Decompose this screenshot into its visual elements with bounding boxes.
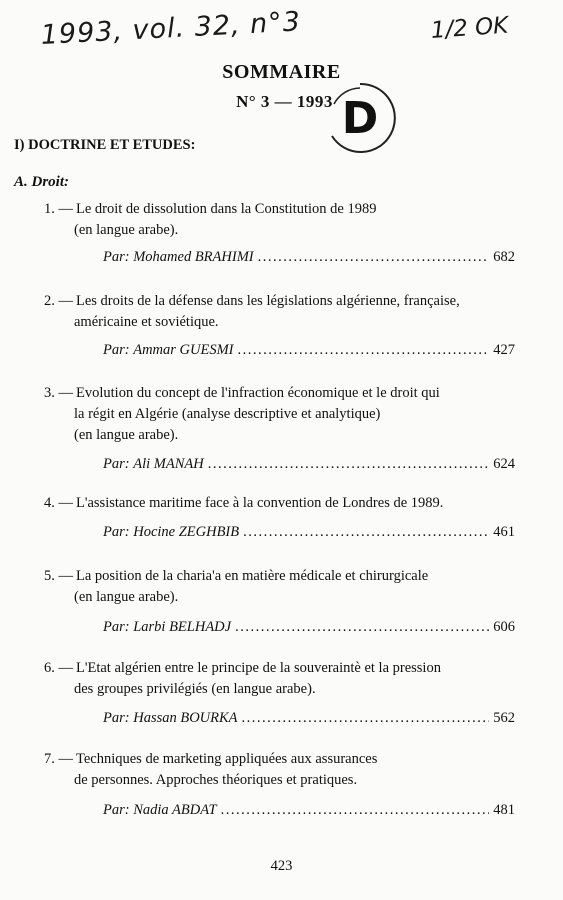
- entry-line: Evolution du concept de l'infraction économique et le droit qui: [76, 385, 440, 401]
- entry-line: L'Etat algérien entre le principe de la souveraintè et la pression: [76, 660, 441, 676]
- entry-number: 4. —: [44, 495, 73, 511]
- stamp-letter: D: [341, 93, 379, 144]
- entry-line: L'assistance maritime face à la convention de Londres de 1989.: [76, 495, 444, 511]
- author-name: Nadia ABDAT: [133, 802, 217, 818]
- page-number: 682: [493, 249, 515, 265]
- author-name: Ammar GUESMI: [133, 342, 234, 358]
- entry-line: Les droits de la défense dans les législations algérienne, française,: [76, 293, 460, 309]
- toc-entry-title: [44, 749, 524, 791]
- toc-entry-author: [103, 524, 515, 541]
- entry-line: (en langue arabe).: [74, 222, 179, 238]
- entry-line: (en langue arabe).: [74, 589, 179, 605]
- author-name: Hassan BOURKA: [133, 710, 238, 726]
- footer-page-number: 423: [270, 858, 293, 874]
- toc-entry-title: [44, 493, 524, 514]
- entry-line: Techniques de marketing appliquées aux assurances: [76, 751, 378, 767]
- toc-entry-title: [44, 291, 524, 333]
- toc-entry-title: [44, 383, 524, 446]
- entry-line: Le droit de dissolution dans la Constitution de 1989: [76, 201, 377, 217]
- toc-entry-author: [103, 619, 515, 636]
- author-name: Hocine ZEGHBIB: [133, 524, 240, 540]
- page-number: 461: [493, 524, 515, 540]
- page-number: 606: [493, 619, 515, 635]
- author-name: Ali MANAH: [133, 456, 204, 472]
- entry-line: américaine et soviétique.: [74, 314, 219, 330]
- page-title: SOMMAIRE: [222, 61, 341, 83]
- entry-number: 1. —: [44, 201, 73, 217]
- entry-line: la régit en Algérie (analyse descriptive et analytique): [74, 406, 381, 422]
- toc-entry-author: [103, 802, 515, 819]
- dot-leader: [221, 802, 490, 819]
- dot-leader: [235, 619, 489, 636]
- dot-leader: [243, 524, 489, 541]
- entry-line: (en langue arabe).: [74, 427, 179, 443]
- author-name: Mohamed BRAHIMI: [133, 249, 254, 265]
- d-stamp-icon: [320, 78, 400, 158]
- author-name: Larbi BELHADJ: [133, 619, 232, 635]
- toc-entry-title: [44, 566, 524, 608]
- page-number: 624: [493, 456, 515, 472]
- dot-leader: [258, 249, 490, 266]
- author-label: Par:: [103, 249, 130, 265]
- author-label: Par:: [103, 456, 130, 472]
- subsection-heading: A. Droit:: [14, 174, 70, 190]
- author-label: Par:: [103, 342, 130, 358]
- dot-leader: [238, 342, 490, 359]
- issue-number: N° 3 — 1993: [236, 92, 333, 111]
- entry-number: 7. —: [44, 751, 73, 767]
- entry-number: 6. —: [44, 660, 73, 676]
- page-number: 427: [493, 342, 515, 358]
- page-number: 562: [493, 710, 515, 726]
- handwritten-volume-note: 1993, vol. 32, n°3: [40, 6, 302, 51]
- entry-line: des groupes privilégiés (en langue arabe).: [74, 681, 316, 697]
- page-number: 481: [493, 802, 515, 818]
- toc-entry-author: [103, 710, 515, 727]
- section-heading: I) DOCTRINE ET ETUDES:: [14, 137, 196, 153]
- toc-entry-title: [44, 199, 524, 241]
- author-label: Par:: [103, 710, 130, 726]
- entry-number: 5. —: [44, 568, 73, 584]
- entry-number: 2. —: [44, 293, 73, 309]
- toc-entry-author: [103, 249, 515, 266]
- dot-leader: [208, 456, 490, 473]
- handwritten-ok-note: 1/2 OK: [430, 12, 510, 44]
- entry-line: La position de la charia'a en matière médicale et chirurgicale: [76, 568, 429, 584]
- author-label: Par:: [103, 524, 130, 540]
- author-label: Par:: [103, 802, 130, 818]
- entry-number: 3. —: [44, 385, 73, 401]
- toc-entry-author: [103, 342, 515, 359]
- entry-line: de personnes. Approches théoriques et pratiques.: [74, 772, 358, 788]
- author-label: Par:: [103, 619, 130, 635]
- toc-entry-title: [44, 658, 524, 700]
- toc-entry-author: [103, 456, 515, 473]
- dot-leader: [242, 710, 490, 727]
